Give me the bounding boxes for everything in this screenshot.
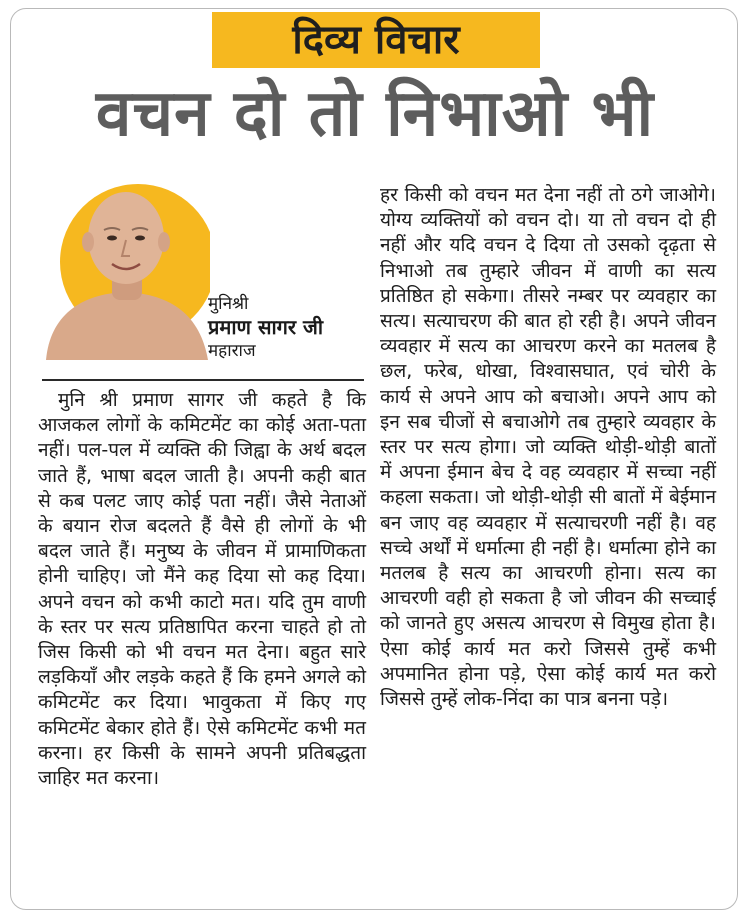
- author-portrait: [40, 176, 210, 360]
- author-name: प्रमाण सागर जी: [208, 315, 324, 339]
- article-column-left: [38, 388, 366, 791]
- article-paragraph-left: मुनि श्री प्रमाण सागर जी कहते है कि आजकल लोगों के कमिटमेंट का कोई अता-पता नहीं। पल-पल में व्यक्ति की जिह्वा के अर्थ बदल जाते हैं, भाषा बदल जाती है। अपनी कही बात से कब पलट जाए कोई पता नहीं। जैसे नेताओं के बयान रोज बदलते हैं वैसे ही लोगों के भी बदल जाते हैं। मनुष्य के जीवन में प्रामाणिकता होनी चाहिए। जो मैंने कह दिया सो कह दिया। अपने वचन को कभी काटो मत। यदि तुम वाणी के स्तर पर सत्य प्रतिष्ठापित करना चाहते हो तो जिस किसी को भी वचन मत देना। बहुत सारे लड़कियाँ और लड़के कहते हैं कि हमने अगले को कमिटमेंट कर दिया। भावुकता में किए गए कमिटमेंट बेकार होते हैं। ऐसे कमिटमेंट कभी मत करना। हर किसी के सामने अपनी प्रतिबद्धता जाहिर मत करना।: [38, 389, 366, 790]
- section-banner: [212, 12, 540, 68]
- article-column-right: [380, 183, 716, 712]
- banner-title: दिव्य विचार: [292, 17, 460, 63]
- headline: वचन दो तो निभाओ भी: [95, 77, 655, 151]
- author-prefix: मुनिश्री: [208, 294, 249, 314]
- article-paragraph-right: हर किसी को वचन मत देना नहीं तो ठगे जाओगे। योग्य व्यक्तियों को वचन दो। या तो वचन दो ही नहीं और यदि वचन दे दिया तो उसको दृढ़ता से निभाओ तब तुम्हारे जीवन में वाणी का सत्य प्रतिष्ठित हो सकेगा। तीसरे नम्बर पर व्यवहार का सत्य। सत्याचरण की बात हो रही है। अपने जीवन व्यवहार में सत्य का आचरण करने का मतलब है छल, फरेब, धोखा, विश्वासघात, एवं चोरी के कार्य से अपने आप को बचाओ। अपने आप को इन सब चीजों से बचाओगे तब तुम्हारे व्यवहार के स्तर पर सत्य होगा। जो व्यक्ति थोड़ी-थोड़ी बातों में अपना ईमान बेच दे वह व्यवहार में सच्चा नहीं कहला सकता। जो थोड़ी-थोड़ी सी बातों में बेईमान बन जाए वह व्यवहार में सत्याचरणी नहीं है। वह सच्चे अर्थों में धर्मात्मा ही नहीं है। धर्मात्मा होने का मतलब है सत्य का आचरणी होना। सत्य का आचरणी वही हो सकता है जो जीवन की सच्चाई को जानते हुए असत्य आचरण से विमुख होता है। ऐसा कोई कार्य मत करो जिससे तुम्हें कभी अपमानित होना पड़े, ऐसा कोई कार्य मत करो जिससे तुम्हें लोक-निंदा का पात्र बनना पड़े।: [380, 184, 716, 711]
- author-credit: [208, 294, 378, 362]
- author-divider: [42, 379, 364, 381]
- author-suffix: महाराज: [208, 341, 256, 361]
